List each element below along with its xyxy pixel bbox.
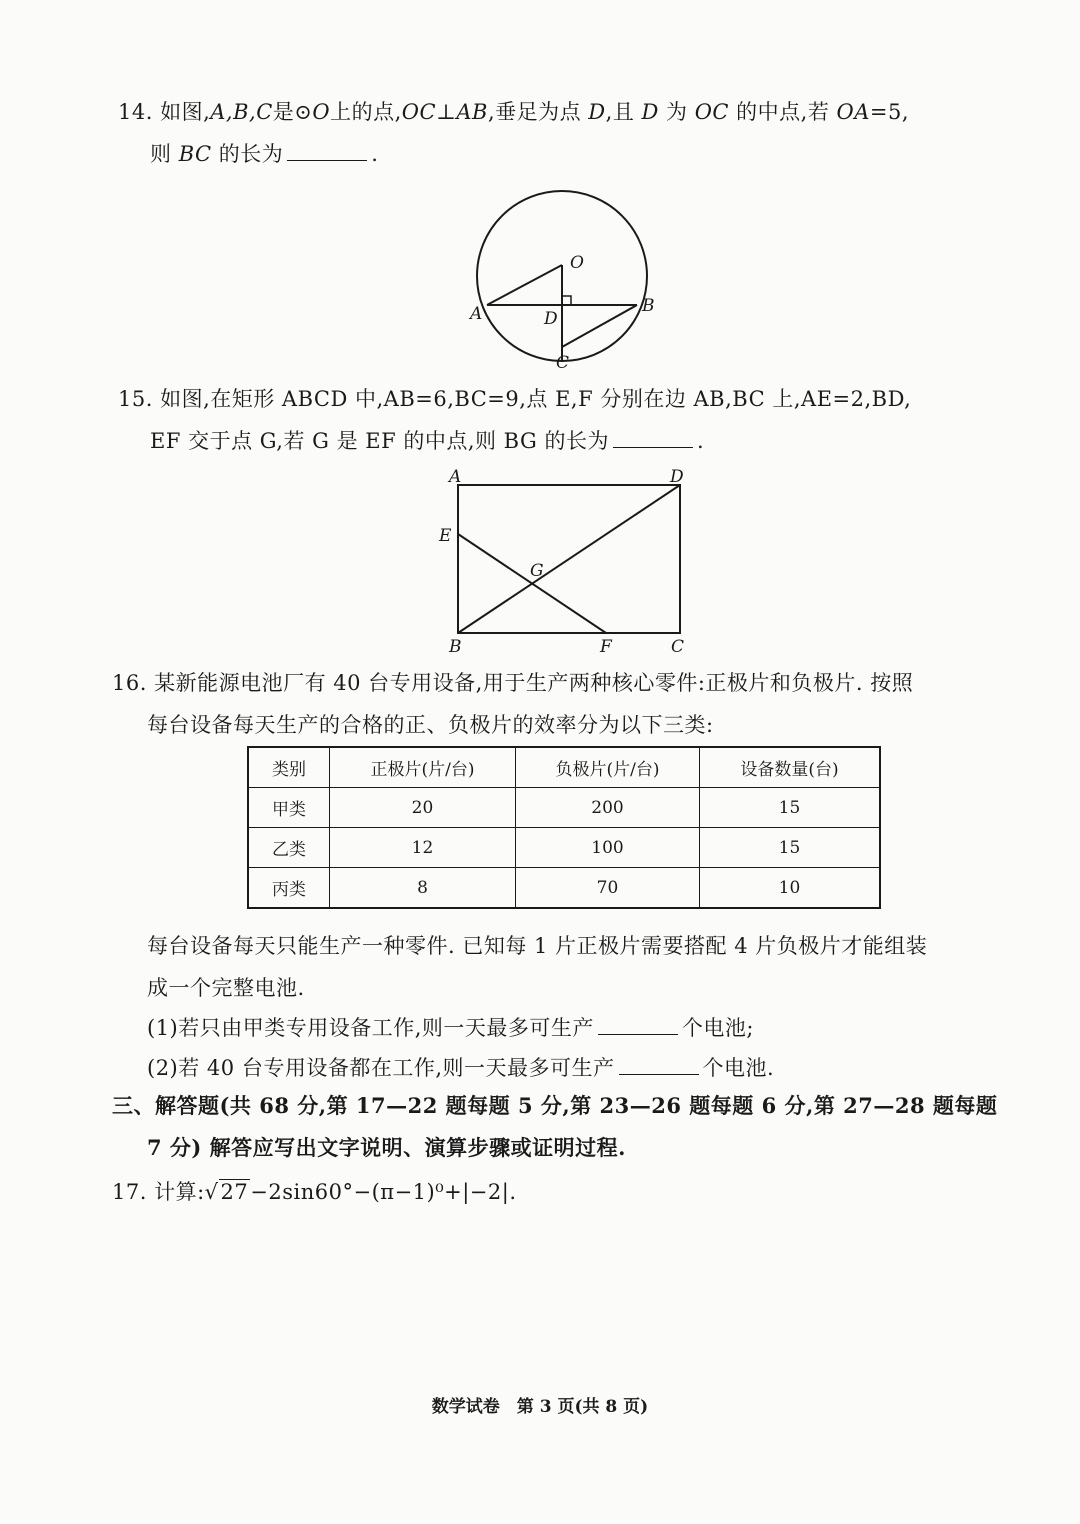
q15-answer-blank[interactable] (613, 429, 693, 448)
table-cell: 15 (700, 828, 881, 868)
q16-line4: 成一个完整电池. (147, 976, 305, 1000)
table-row (248, 788, 880, 828)
q14-line1: 14. 如图,A,B,C是⊙O上的点,OC⊥AB,垂足为点 D,且 D 为 OC 的中点,若 OA=5, (118, 100, 910, 124)
label-f: F (600, 637, 612, 657)
table-cell: 100 (516, 828, 700, 868)
table-header-row (248, 747, 880, 788)
table-header: 设备数量(台) (700, 747, 881, 788)
section3-heading-line1: 三、解答题(共 68 分,第 17—22 题每题 5 分,第 23—26 题每题 6 分,第 27—28 题每题 (112, 1093, 998, 1118)
section3-heading-line2: 7 分) 解答应写出文字说明、演算步骤或证明过程. (147, 1135, 626, 1160)
label-e: E (439, 526, 452, 546)
label-c: C (556, 353, 570, 373)
table-row (248, 868, 880, 909)
label-o: O (570, 253, 584, 273)
table-header: 负极片(片/台) (516, 747, 700, 788)
label-a: A (470, 304, 483, 324)
table-cell: 12 (330, 828, 516, 868)
table-header: 类别 (248, 747, 330, 788)
q14-circle-figure (460, 178, 670, 378)
label-d: D (670, 467, 684, 487)
label-g: G (530, 561, 544, 581)
table-cell: 70 (516, 868, 700, 909)
q17-line: 17. 计算:√27−2sin60°−(π−1)⁰+|−2|. (112, 1180, 517, 1204)
table-cell: 丙类 (248, 868, 330, 909)
q16-sub2: (2)若 40 台专用设备都在工作,则一天最多可生产 个电池. (147, 1056, 775, 1080)
q16-sub2-answer-blank[interactable] (619, 1056, 699, 1075)
q14-answer-blank[interactable] (287, 142, 367, 161)
table-cell: 甲类 (248, 788, 330, 828)
table-header: 正极片(片/台) (330, 747, 516, 788)
table-cell: 乙类 (248, 828, 330, 868)
segment-ao (487, 265, 562, 305)
segment-bc (562, 305, 637, 347)
label-b: B (642, 296, 655, 316)
table-cell: 15 (700, 788, 881, 828)
label-b: B (449, 637, 462, 657)
q16-sub1: (1)若只由甲类专用设备工作,则一天最多可生产 个电池; (147, 1016, 754, 1040)
sqrt-symbol: √ (204, 1180, 219, 1204)
q16-line2: 每台设备每天生产的合格的正、负极片的效率分为以下三类: (147, 713, 714, 737)
q15-line2: EF 交于点 G,若 G 是 EF 的中点,则 BG 的长为 . (150, 429, 705, 453)
right-angle-mark (562, 296, 571, 305)
efficiency-table (247, 746, 881, 909)
radicand: 27 (220, 1180, 249, 1204)
table-row (248, 828, 880, 868)
q15-rectangle-figure (430, 462, 700, 660)
page-footer: 数学试卷 第 3 页(共 8 页) (431, 1397, 649, 1417)
label-c: C (671, 637, 685, 657)
label-d: D (544, 309, 558, 329)
q16-sub1-answer-blank[interactable] (598, 1016, 678, 1035)
q16-line1: 16. 某新能源电池厂有 40 台专用设备,用于生产两种核心零件:正极片和负极片. 按照 (112, 671, 914, 695)
q15-line1: 15. 如图,在矩形 ABCD 中,AB=6,BC=9,点 E,F 分别在边 AB,BC 上,AE=2,BD, (118, 387, 912, 411)
table-cell: 200 (516, 788, 700, 828)
q16-line3: 每台设备每天只能生产一种零件. 已知每 1 片正极片需要搭配 4 片负极片才能组装 (147, 934, 928, 958)
q14-line2: 则 BC 的长为 . (150, 142, 379, 166)
table-cell: 20 (330, 788, 516, 828)
segment-bd (458, 485, 680, 633)
label-a: A (449, 467, 462, 487)
table-cell: 10 (700, 868, 881, 909)
table-cell: 8 (330, 868, 516, 909)
